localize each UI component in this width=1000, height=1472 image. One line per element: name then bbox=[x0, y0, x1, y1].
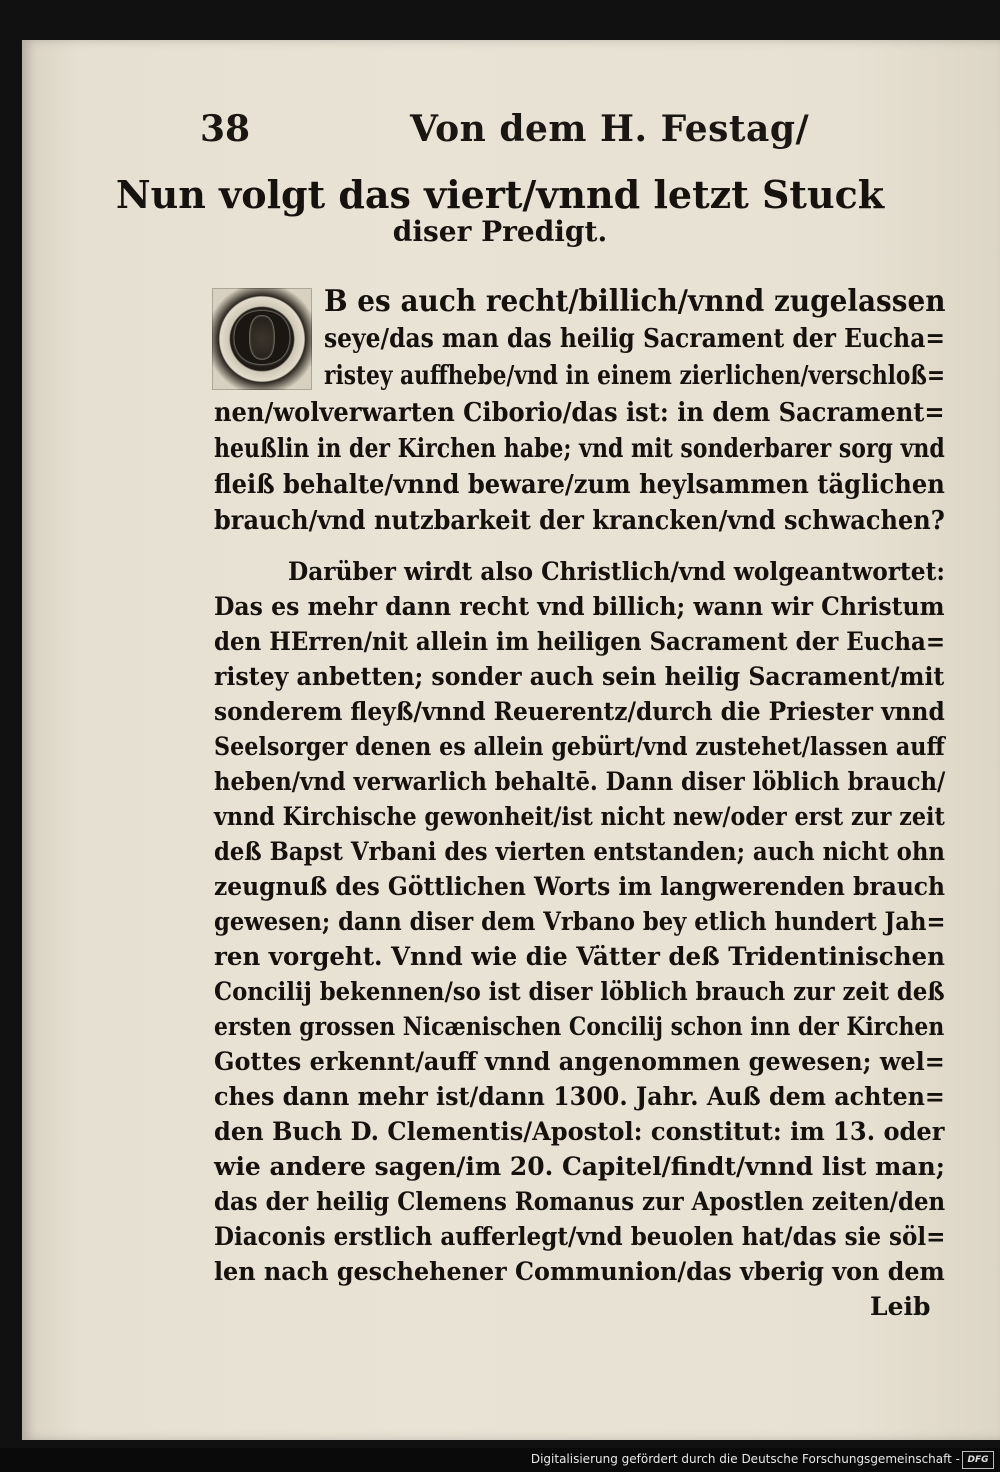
dfg-logo-icon: DFG bbox=[962, 1451, 994, 1469]
text-line: heben/vnd verwarlich behaltē. Dann diser löblich brauch/ bbox=[214, 767, 946, 796]
text-line: Diaconis erstlich aufferlegt/vnd beuolen hat/das sie söl= bbox=[214, 1222, 946, 1251]
text-line: nen/wolverwarten Ciborio/das ist: in dem Sacrament= bbox=[214, 398, 945, 428]
text-line: zeugnuß des Göttlichen Worts im langwerenden brauch bbox=[214, 872, 946, 901]
text-line: ches dann mehr ist/dann 1300. Jahr. Auß dem achten= bbox=[214, 1082, 945, 1111]
text-line: Seelsorger denen es allein gebürt/vnd zustehet/lassen auff bbox=[214, 732, 945, 761]
text-line: ristey anbetten; sonder auch sein heilig Sacrament/mit bbox=[214, 662, 945, 691]
section-subtitle: diser Predigt. bbox=[392, 215, 608, 248]
section-title: Nun volgt das viert/vnnd letzt Stuck bbox=[115, 172, 885, 217]
text-line: sonderem fleyß/vnnd Reuerentz/durch die Priester vnnd bbox=[214, 697, 945, 726]
initial-letter: O bbox=[231, 297, 293, 380]
page-number: 38 bbox=[200, 108, 251, 150]
digitization-footer bbox=[0, 1448, 1000, 1472]
text-line: B es auch recht/billich/vnnd zugelassen bbox=[324, 284, 946, 319]
text-line: fleiß behalte/vnnd beware/zum heylsammen täglichen bbox=[214, 470, 945, 500]
text-line: ersten grossen Nicænischen Concilij schon inn der Kirchen bbox=[214, 1012, 945, 1041]
text-line: heußlin in der Kirchen habe; vnd mit sonderbarer sorg vnd bbox=[214, 434, 945, 464]
text-line: Das es mehr dann recht vnd billich; wann wir Christum bbox=[214, 592, 945, 621]
catchword: Leib bbox=[870, 1292, 931, 1321]
running-head: Von dem H. Festag/ bbox=[410, 108, 810, 150]
text-line: ristey auffhebe/vnd in einem zierlichen/verschloß= bbox=[324, 361, 946, 391]
text-line: deß Bapst Vrbani des vierten entstanden; auch nicht ohn bbox=[214, 837, 945, 866]
text-line: ren vorgeht. Vnnd wie die Vätter deß Tridentinischen bbox=[214, 942, 945, 971]
text-line: len nach geschehener Communion/das vberig von dem bbox=[214, 1257, 945, 1286]
text-line: gewesen; dann diser dem Vrbano bey etlich hundert Jah= bbox=[214, 907, 946, 936]
text-line: Gottes erkennt/auff vnnd angenommen gewesen; wel= bbox=[214, 1047, 945, 1076]
text-line: vnnd Kirchische gewonheit/ist nicht new/oder erst zur zeit bbox=[214, 802, 945, 831]
text-line: Darüber wirdt also Christlich/vnd wolgeantwortet: bbox=[288, 557, 946, 586]
page-header bbox=[200, 108, 960, 158]
funding-credit: Digitalisierung gefördert durch die Deutsche Forschungsgemeinschaft - bbox=[530, 1452, 960, 1466]
text-line: das der heilig Clemens Romanus zur Apostlen zeiten/den bbox=[214, 1187, 946, 1216]
text-line: brauch/vnd nutzbarkeit der krancken/vnd schwachen? bbox=[214, 506, 945, 536]
text-line: den Buch D. Clementis/Apostol: constitut: im 13. oder bbox=[214, 1117, 945, 1146]
text-line: wie andere sagen/im 20. Capitel/findt/vnnd list man; bbox=[214, 1152, 945, 1181]
text-line: den HErren/nit allein im heiligen Sacrament der Eucha= bbox=[214, 627, 946, 656]
ornamental-initial bbox=[212, 288, 312, 390]
text-line: seye/das man das heilig Sacrament der Eucha= bbox=[324, 324, 945, 354]
text-line: Concilij bekennen/so ist diser löblich brauch zur zeit deß bbox=[214, 977, 945, 1006]
